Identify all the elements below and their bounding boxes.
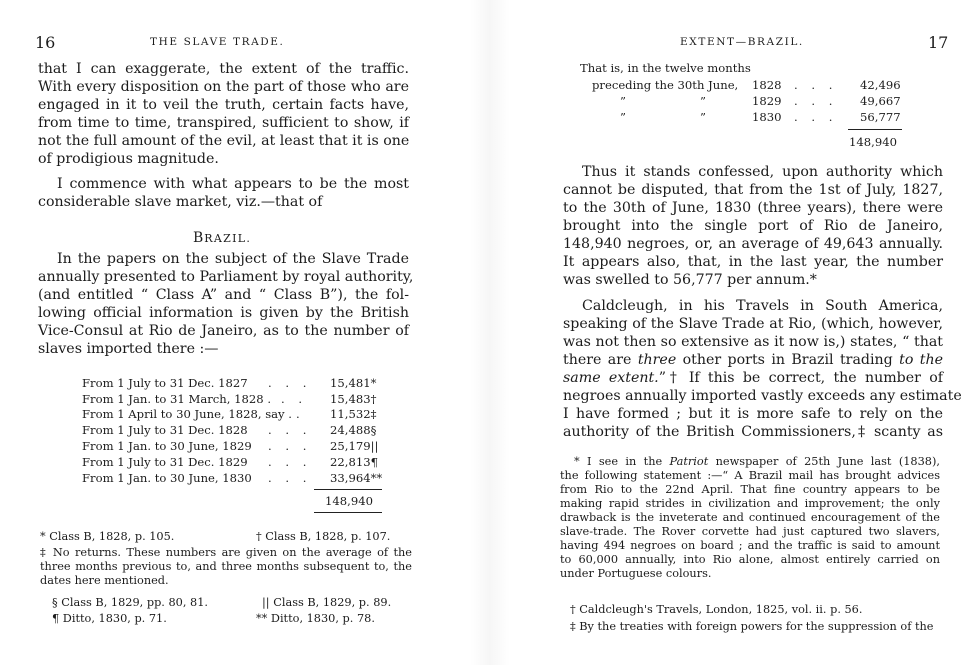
- italic-run: three: [637, 352, 677, 368]
- summary-leader: . . .: [794, 78, 838, 92]
- italic-run: Patriot: [669, 455, 709, 468]
- text-line: that I can exaggerate, the extent of the traffic.: [38, 61, 409, 77]
- footnote-line: drawback is the inveterate and continued encouragement of the: [560, 511, 940, 524]
- table-row-leader: . . .: [268, 455, 312, 469]
- footnote-line: ‡ No returns. These numbers are given on the average of the: [40, 546, 412, 559]
- table-row-period: From 1 July to 31 Dec. 1827: [82, 376, 248, 390]
- ditto-mark: ”: [700, 94, 706, 108]
- text-line: Caldcleugh, in his Travels in South America,: [582, 298, 943, 314]
- text-line: 148,940 negroes, or, an average of 49,643 annually.: [563, 236, 943, 252]
- summary-leader: . . .: [794, 110, 838, 124]
- table-row-value: 22,813¶: [330, 455, 378, 469]
- sum-rule: [314, 512, 382, 513]
- footnote: || Class B, 1829, p. 89.: [262, 596, 392, 609]
- table-row-leader: .: [296, 407, 305, 421]
- text-line: With every disposition on the part of those who are: [38, 79, 409, 95]
- text-run: * I see in the: [574, 455, 670, 468]
- text-line: of prodigious magnitude.: [38, 151, 219, 167]
- summary-year: 1828: [752, 78, 782, 92]
- footnote-line: the following statement :—“ A Brazil mail has brought advices: [560, 469, 940, 482]
- text-line: negroes annually imported vastly exceeds any estimate: [563, 388, 962, 404]
- table-row-period: From 1 July to 31 Dec. 1829: [82, 455, 248, 469]
- footnote-line: under Portuguese colours.: [560, 567, 712, 580]
- footnote-line: [560, 455, 940, 469]
- table-row-leader: . . .: [268, 471, 312, 485]
- footnote-line: three months previous to, and three months subsequent to, the: [40, 560, 412, 573]
- table-row-value: 25,179||: [330, 439, 379, 453]
- paragraph-3: [38, 250, 414, 358]
- table-row-period: From 1 Jan. to 30 June, 1830: [82, 471, 252, 485]
- summary-value: 49,667: [860, 94, 901, 108]
- summary-intro: That is, in the twelve months: [580, 61, 751, 75]
- table-row-value: 15,483†: [330, 392, 377, 406]
- sum-rule: [848, 129, 902, 130]
- footnote: † Caldcleugh's Travels, London, 1825, vol. ii. p. 56.: [570, 603, 863, 616]
- text-line: Thus it stands confessed, upon authority which: [582, 164, 943, 180]
- text-line: It appears also, that, in the last year, the number: [563, 254, 943, 270]
- text-line: brought into the single port of Rio de Janeiro,: [563, 218, 943, 234]
- paragraph-1: [563, 163, 943, 289]
- table-row-leader: . . .: [268, 439, 312, 453]
- summary-total: 148,940: [849, 135, 897, 149]
- summary-year: 1830: [752, 110, 782, 124]
- text-line: was swelled to 56,777 per annum.*: [563, 272, 817, 288]
- footnote-line: having 494 negroes on board ; and the traffic is said to amount: [560, 539, 940, 552]
- paragraph-2: [563, 297, 962, 441]
- page-number: 17: [928, 33, 949, 52]
- text-line: engaged in it to veil the truth, certain facts have,: [38, 97, 409, 113]
- text-line: slaves imported there :—: [38, 341, 219, 357]
- footnote-line: slave-trade. The Rover corvette had just captured two slavers,: [560, 525, 940, 538]
- text-line: to the 30th of June, 1830 (three years), there were: [563, 200, 943, 216]
- text-line: not the full amount of the evil, at least that it is one: [38, 133, 410, 149]
- table-row-period: From 1 Jan. to 31 March, 1828 .: [82, 392, 271, 406]
- text-line: (and entitled “ Class A” and “ Class B”), the fol-: [38, 287, 409, 303]
- footnote: * Class B, 1828, p. 105.: [40, 530, 175, 543]
- text-line: considerable slave market, viz.—that of: [38, 194, 323, 210]
- section-title: BRAZIL.: [193, 230, 252, 246]
- footnote-line: to 60,000 annually, into Rio alone, almost entirely carried on: [560, 553, 940, 566]
- italic-run: same extent.: [563, 370, 659, 386]
- text-line: annually presented to Parliament by royal authority,: [38, 269, 414, 285]
- text-line: In the papers on the subject of the Slave Trade: [57, 251, 409, 267]
- footnote-line: making rapid strides in civilization and improvement; the only: [560, 497, 940, 510]
- text-run: ”† If this be correct, the number of: [658, 370, 943, 386]
- summary-value: 42,496: [860, 78, 901, 92]
- ditto-mark: ”: [620, 94, 626, 108]
- right-page: [490, 0, 980, 665]
- page-number: 16: [35, 33, 56, 52]
- table-row-value: 15,481*: [330, 376, 377, 390]
- text-run: newspaper of 25th June last (1838),: [708, 455, 940, 468]
- text-line: authority of the British Commissioners,‡ scanty as: [563, 424, 943, 440]
- text-line: speaking of the Slave Trade at Rio, (which, however,: [563, 316, 943, 332]
- ditto-mark: ”: [700, 110, 706, 124]
- text-line: Vice-Consul at Rio de Janeiro, as to the number of: [38, 323, 409, 339]
- table-row-period: From 1 July to 31 Dec. 1828: [82, 423, 248, 437]
- table-row-value: 33,964**: [330, 471, 383, 485]
- table-row-value: 24,488§: [330, 423, 377, 437]
- footnote: [40, 546, 412, 588]
- table-row-leader: . . .: [268, 376, 312, 390]
- summary-value: 56,777: [860, 110, 901, 124]
- footnote: § Class B, 1829, pp. 80, 81.: [52, 596, 208, 609]
- footnote: ‡ By the treaties with foreign powers for the suppression of the: [570, 620, 934, 633]
- sum-rule: [314, 489, 382, 490]
- table-row-period: From 1 Jan. to 30 June, 1829: [82, 439, 252, 453]
- footnote: [560, 455, 940, 581]
- text-run: other ports in Brazil trading: [676, 352, 900, 368]
- table-row-period: From 1 April to 30 June, 1828, say .: [82, 407, 292, 421]
- running-head: THE SLAVE TRADE.: [150, 36, 285, 48]
- text-line: [563, 369, 943, 387]
- ditto-mark: ”: [620, 110, 626, 124]
- footnote: ** Ditto, 1830, p. 78.: [256, 612, 375, 625]
- table-row-value: 11,532‡: [330, 407, 377, 421]
- italic-run: to the: [899, 352, 943, 368]
- footnote-line: dates here mentioned.: [40, 574, 169, 587]
- summary-leader: . . .: [794, 94, 838, 108]
- text-line: [563, 351, 943, 369]
- footnote: † Class B, 1828, p. 107.: [256, 530, 391, 543]
- table-row-leader: . .: [281, 392, 308, 406]
- table-row-leader: . . .: [268, 423, 312, 437]
- footnote-line: from Rio to the 22nd April. That fine country appears to be: [560, 483, 940, 496]
- summary-year: 1829: [752, 94, 782, 108]
- text-run: there are: [563, 352, 638, 368]
- text-line: cannot be disputed, that from the 1st of July, 1827,: [563, 182, 943, 198]
- running-head: EXTENT—BRAZIL.: [680, 36, 804, 48]
- table-total: 148,940: [325, 494, 373, 508]
- text-line: lowing official information is given by the British: [38, 305, 409, 321]
- summary-intro: preceding the 30th June,: [592, 78, 739, 92]
- text-line: was not then so extensive as it now is,) states, “ that: [563, 334, 943, 350]
- footnote: ¶ Ditto, 1830, p. 71.: [52, 612, 167, 625]
- text-line: from time to time, transpired, sufficient to show, if: [38, 115, 409, 131]
- paragraph-1: [38, 60, 409, 168]
- text-line: I have formed ; but it is more safe to rely on the: [563, 406, 943, 422]
- paragraph-2: [38, 175, 409, 211]
- text-line: I commence with what appears to be the most: [57, 176, 409, 192]
